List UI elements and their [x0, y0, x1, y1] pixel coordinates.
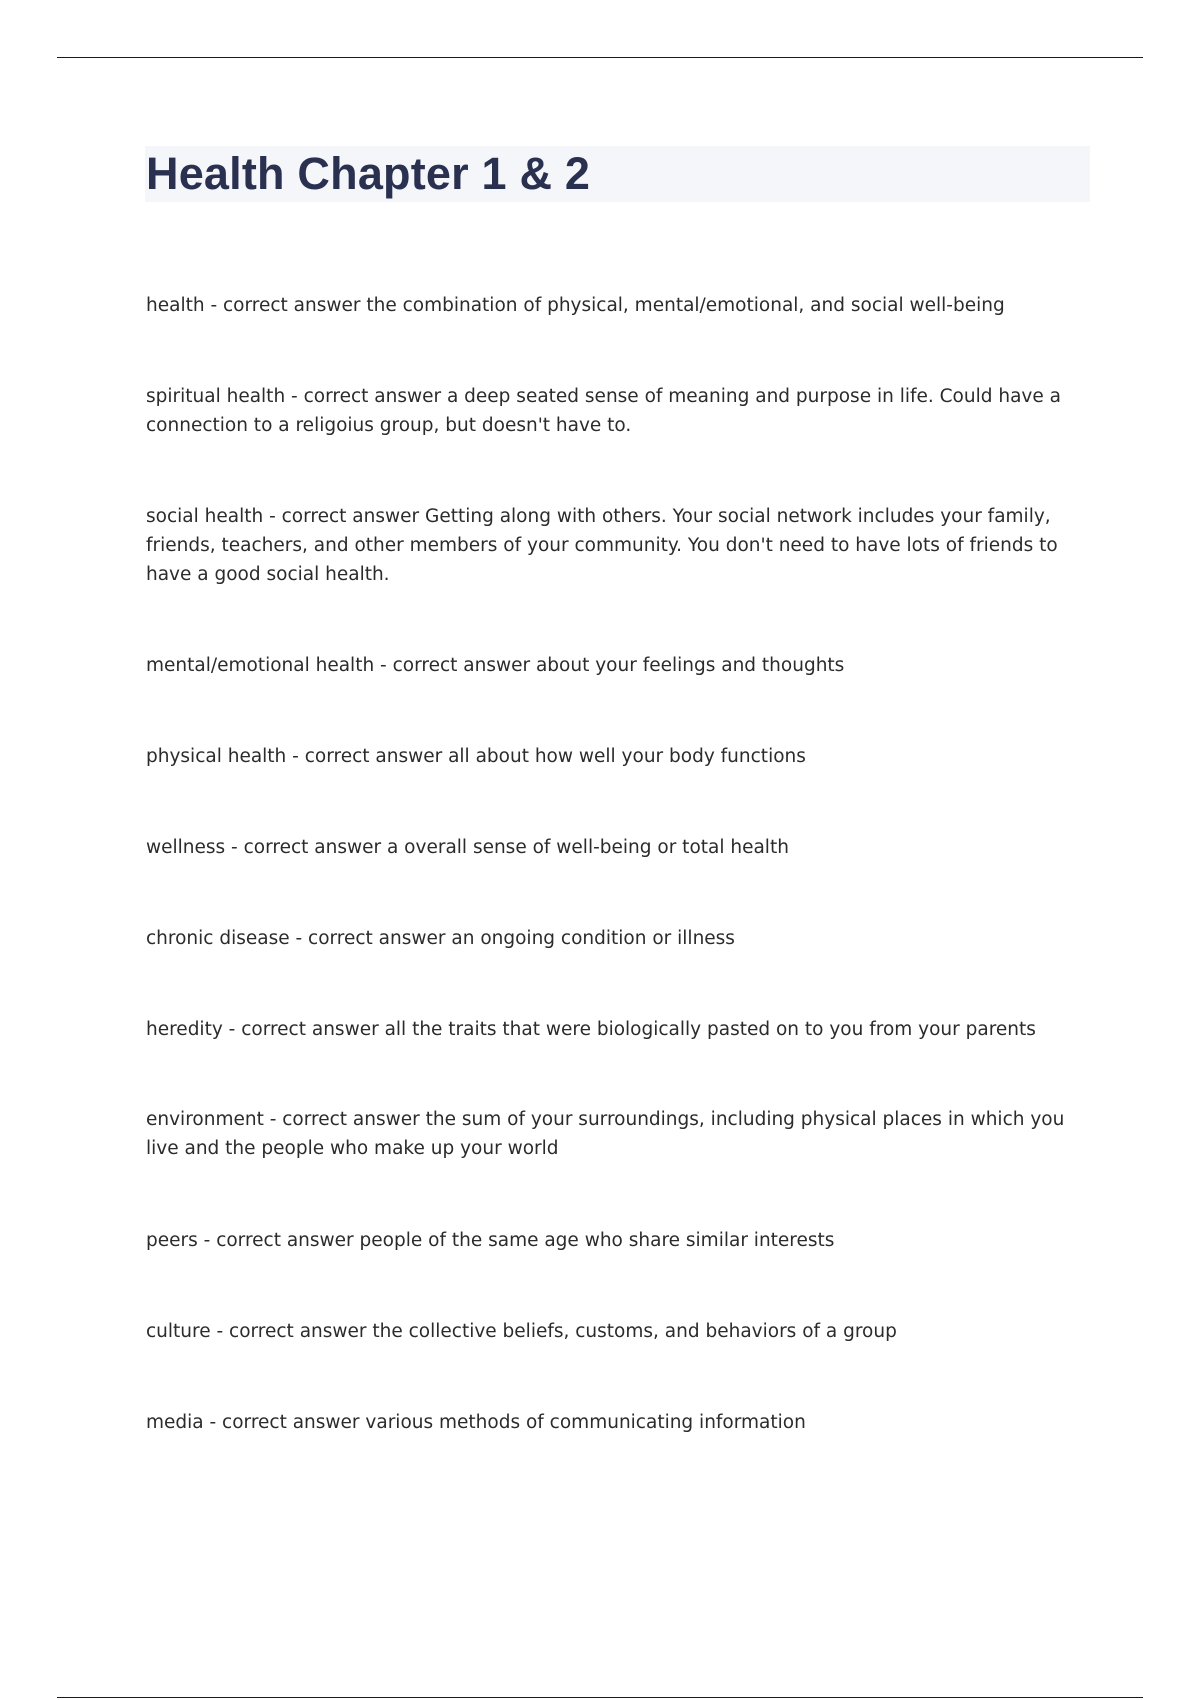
- flashcard-entry: chronic disease - correct answer an ongoing condition or illness: [146, 928, 735, 949]
- flashcard-entry: wellness - correct answer a overall sense of well-being or total health: [146, 837, 789, 858]
- flashcard-entry: culture - correct answer the collective beliefs, customs, and behaviors of a group: [146, 1321, 897, 1342]
- flashcard-entry: mental/emotional health - correct answer about your feelings and thoughts: [146, 655, 845, 676]
- page-title: Health Chapter 1 & 2: [146, 148, 591, 199]
- flashcard-entry: spiritual health - correct answer a deep seated sense of meaning and purpose in life. Could have a connection to a religoius group, but doesn't have to.: [146, 386, 1061, 436]
- flashcard-entry: health - correct answer the combination of physical, mental/emotional, and social well-being: [146, 295, 1005, 316]
- flashcard-entry: peers - correct answer people of the same age who share similar interests: [146, 1230, 835, 1251]
- flashcard-entry: social health - correct answer Getting along with others. Your social network includes your family, friends, teachers, and other members of your community. You don't need to have lots of friends to have a good social health.: [146, 506, 1058, 585]
- flashcard-entry: media - correct answer various methods of communicating information: [146, 1412, 806, 1433]
- bottom-divider: [57, 1697, 1143, 1698]
- flashcard-entry: heredity - correct answer all the traits that were biologically pasted on to you from your parents: [146, 1019, 1036, 1040]
- flashcard-entry: physical health - correct answer all about how well your body functions: [146, 746, 806, 767]
- top-divider: [57, 57, 1143, 58]
- flashcard-entry: environment - correct answer the sum of your surroundings, including physical places in which you live and the people who make up your world: [146, 1109, 1065, 1159]
